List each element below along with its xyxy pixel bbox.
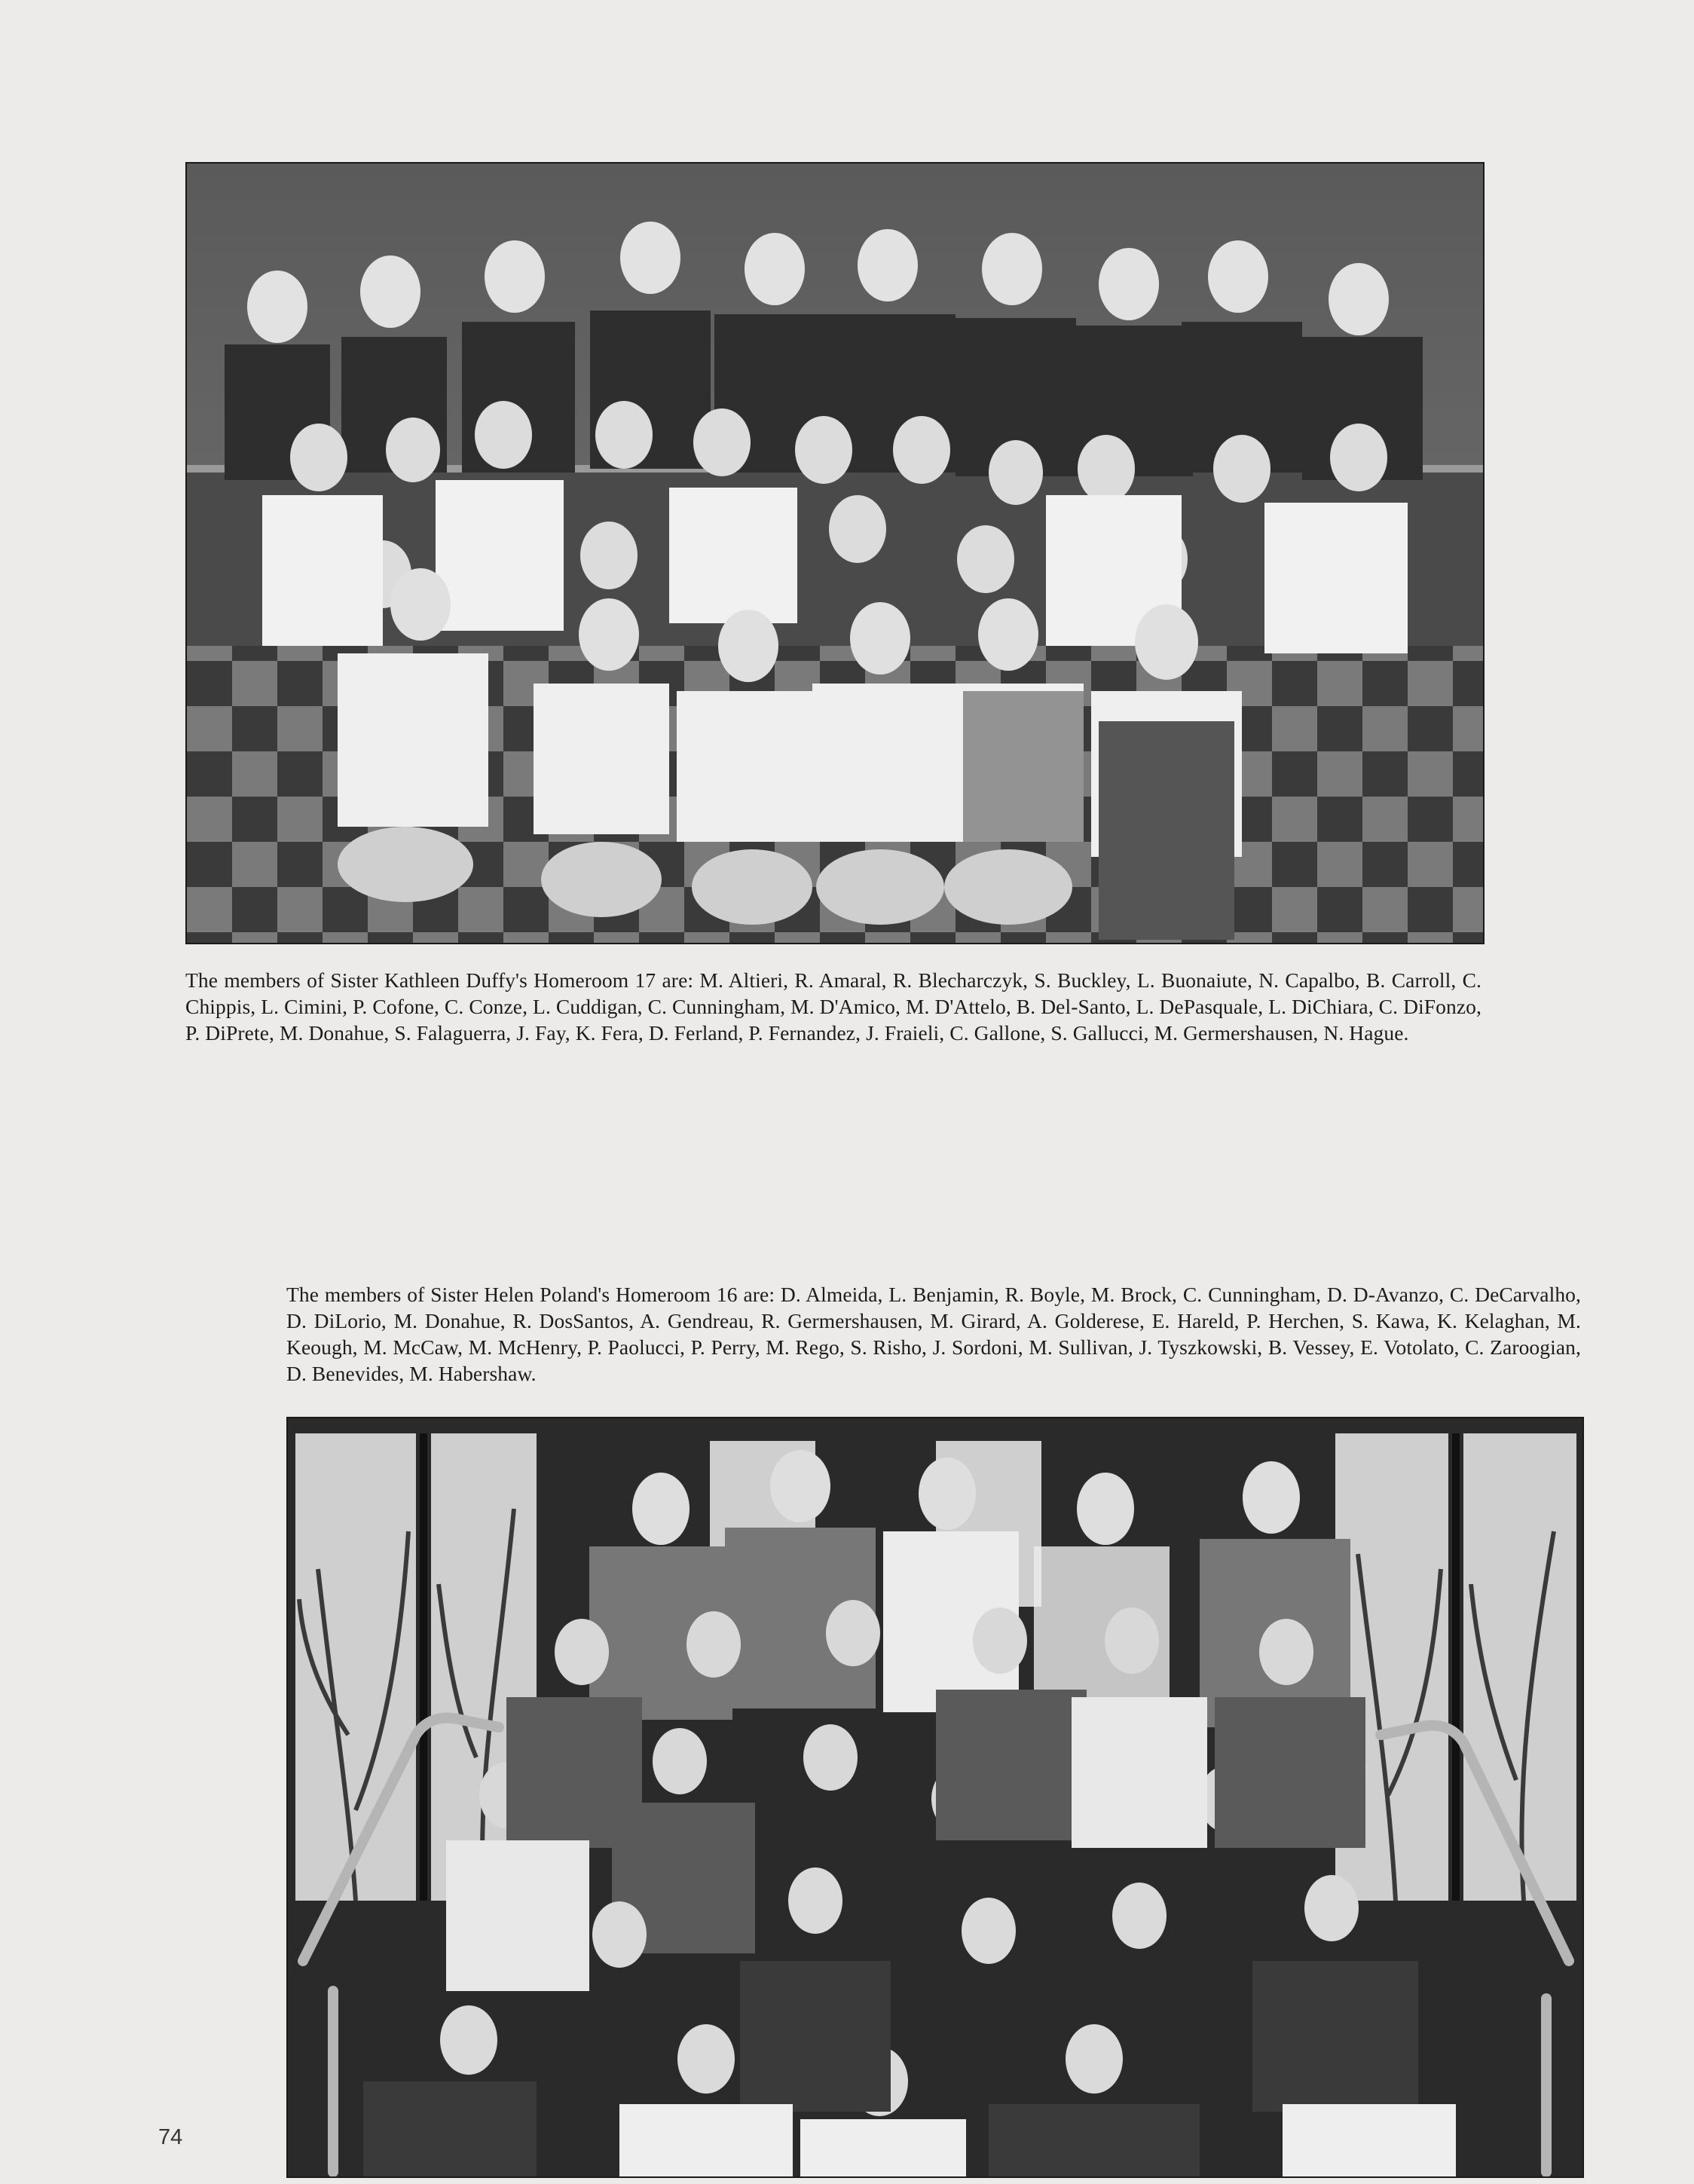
homeroom-17-photo xyxy=(185,162,1485,944)
homeroom-17-caption: The members of Sister Kathleen Duffy's Homeroom 17 are: M. Altieri, R. Amaral, R. Blecharczyk, S. Buckley, L. Buonaiute, N. Capalbo, B. Carroll, C. Chippis, L. Cimini, P. Cofone, C. Conze, L. Cuddigan, C. Cunningham, M. D'Amico, M. D'Attelo, B. Del-Santo, L. DePasquale, L. DiChiara, C. DiFonzo, P. DiPrete, M. Donahue, S. Falaguerra, J. Fay, K. Fera, D. Ferland, P. Fernandez, J. Fraieli, C. Gallone, S. Gallucci, M. Germershausen, N. Hague. xyxy=(185,968,1481,1045)
homeroom-16-caption: The members of Sister Helen Poland's Homeroom 16 are: D. Almeida, L. Benjamin, R. Boyle, M. Brock, C. Cunningham, D. D-Avanzo, C. DeCarvalho, D. DiLorio, M. Donahue, R. DosSantos, A. Gendreau, R. Germershausen, M. Girard, A. Golderese, E. Hareld, P. Herchen, S. Kawa, K. Kelaghan, M. Keough, M. McCaw, M. McHenry, P. Paolucci, P. Perry, M. Rego, S. Risho, J. Sordoni, M. Sullivan, J. Tyszkowski, B. Vessey, E. Votolato, C. Zaroogian, D. Benevides, M. Habershaw. xyxy=(286,1283,1581,1385)
homeroom-17-photo-image xyxy=(187,164,1483,943)
page-number: 74 xyxy=(158,2125,183,2149)
homeroom-16-photo-image xyxy=(288,1418,1582,2176)
homeroom-16-photo xyxy=(286,1417,1584,2178)
